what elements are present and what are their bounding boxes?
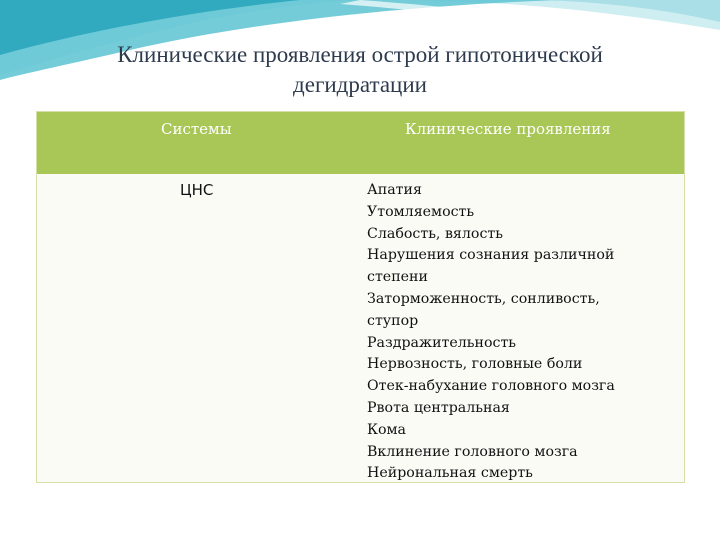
list-item: Апатия <box>367 182 422 198</box>
list-item: Отек-набухание головного мозга <box>367 378 615 395</box>
list-item: степени <box>367 269 428 286</box>
list-item: Утомляемость <box>367 203 475 220</box>
manifestations-table <box>36 111 685 483</box>
list-item: Нервозность, головные боли <box>367 356 583 373</box>
list-item: ступор <box>367 312 419 329</box>
slide-title-line-2: дегидратации <box>293 72 427 97</box>
header-manifestations: Клинические проявления <box>405 120 611 138</box>
list-item: Вклинение головного мозга <box>367 443 578 460</box>
list-item: Раздражительность <box>367 334 517 351</box>
list-item: Заторможенность, сонливость, <box>367 290 600 307</box>
list-item: Рвота центральная <box>367 399 510 416</box>
table-header-row <box>37 112 684 174</box>
header-systems: Системы <box>161 120 232 138</box>
list-item: Нарушения сознания различной <box>367 247 615 264</box>
list-item: Слабость, вялость <box>367 225 503 242</box>
slide-title-line-1: Клинические проявления острой гипотонической <box>117 42 603 67</box>
manifestations-list <box>367 180 615 485</box>
slide-title <box>60 40 660 100</box>
list-item: Кома <box>367 421 407 438</box>
cell-system-cns: ЦНС <box>180 181 214 199</box>
list-item: Нейрональная смерть <box>367 465 533 482</box>
